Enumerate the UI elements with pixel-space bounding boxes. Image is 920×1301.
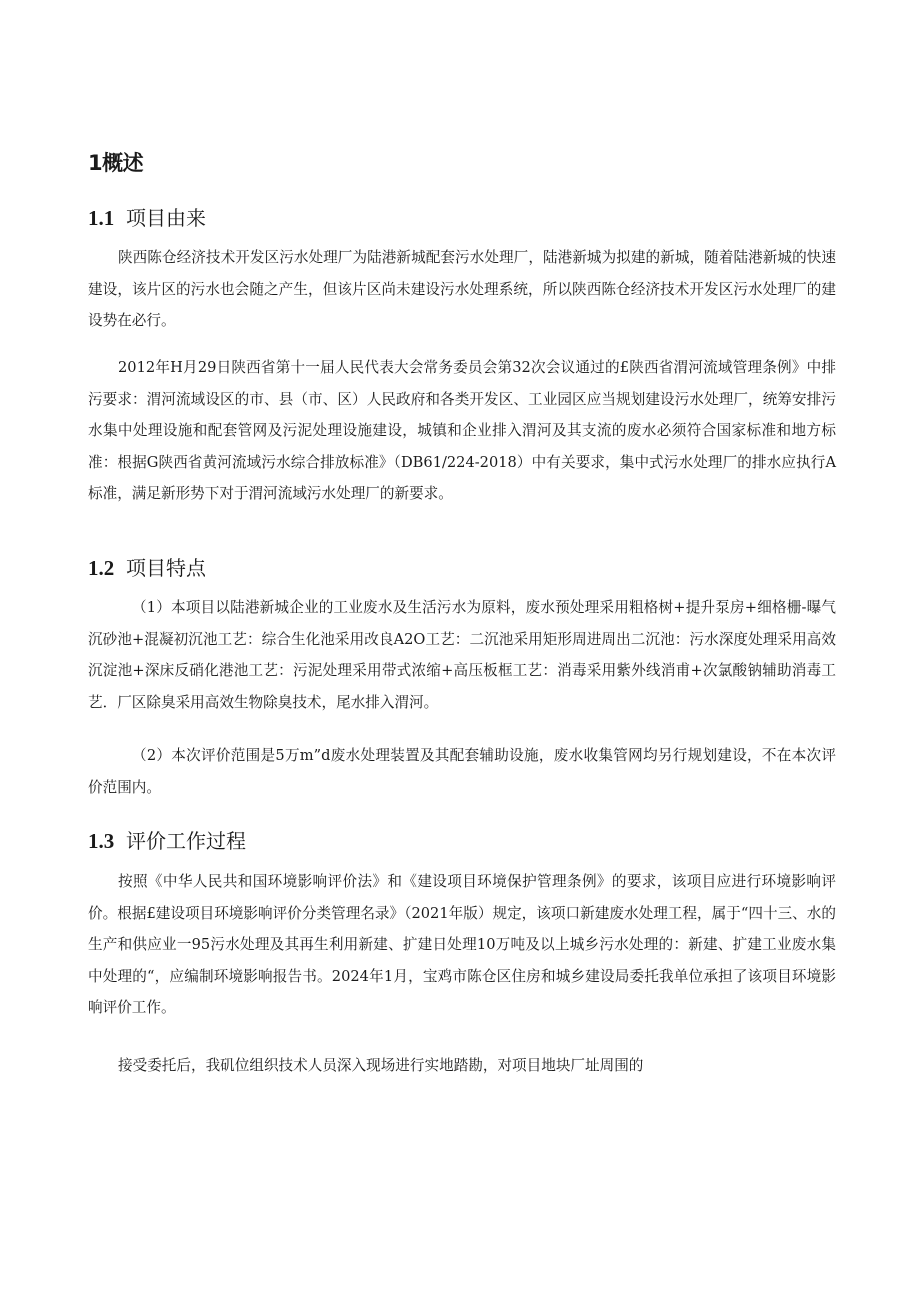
section-heading-1-1 (88, 205, 206, 231)
section-number: 1.1 (88, 206, 115, 230)
paragraph: （1）本项目以陆港新城企业的工业废水及生活污水为原料，废水预处理采用粗格树+提升泵房+细格栅-曝气沉砂池+混凝初沉池工艺：综合生化池采用改良A2O工艺：二沉池采用矩形周进周出二沉池：污水深度处理采用高效沉淀池+深床反硝化港池工艺：污泥处理采用带式浓缩+高压板框工艺：消毒采用紫外线消甫+次氯酸钠辅助消毒工艺．厂区除臭采用高效生物除臭技术，尾水排入渭河。 (88, 599, 836, 711)
paragraph: （2）本次评价范围是5万m”d废水处理装置及其配套辅助设施，废水收集管网均另行规划建设，不在本次评价范围内。 (88, 747, 836, 796)
section-heading-1-2 (88, 555, 206, 581)
section-number: 1.2 (88, 556, 115, 580)
chapter-title: 1概述 (88, 151, 144, 175)
section-title: 评价工作过程 (126, 829, 246, 853)
section-heading-1-3 (88, 828, 246, 854)
paragraph: 2012年H月29日陕西省第十一届人民代表大会常务委员会第32次会议通过的£陕西省渭河流域管理条例》中排污要求：渭河流域设区的市、县（市、区）人民政府和各类开发区、工业园区应当规划建设污水处理厂，统筹安排污水集中处理设施和配套管网及污泥处理设施建设，城镇和企业排入渭河及其支流的废水必须符合国家标准和地方标准：根据G陕西省黄河流域污水综合排放标准》（DB61/224-2018）中有关要求，集中式污水处理厂的排水应执行A标准，满足新形势下对于渭河流域污水处理厂的新要求。 (88, 359, 836, 502)
paragraph: 陕西陈仓经济技术开发区污水处理厂为陆港新城配套污水处理厂，陆港新城为拟建的新城，随着陆港新城的快速建设，该片区的污水也会随之产生，但该片区尚未建设污水处理系统，所以陕西陈仓经济技术开发区污水处理厂的建设势在必行。 (88, 249, 836, 329)
section-number: 1.3 (88, 829, 115, 853)
section-title: 项目由来 (126, 206, 206, 230)
section-title: 项目特点 (126, 556, 206, 580)
paragraph: 按照《中华人民共和国环境影响评价法》和《建设项目环境保护管理条例》的要求，该项目应进行环境影响评价。根据£建设项目环境影响评价分类管理名录》（2021年版）规定，该项口新建废水处理工程，属于“四十三、水的生产和供应业一95污水处理及其再生利用新建、扩建日处理10万吨及以上城乡污水处理的：新建、扩建工业废水集中处理的“，应编制环境影响报告书。2024年1月，宝鸡市陈仓区住房和城乡建设局委托我单位承担了该项目环境影响评价工作。 (88, 873, 836, 1016)
paragraph: 接受委托后，我矶位组织技术人员深入现场进行实地踏勘，对项目地块厂址周围的 (118, 1057, 644, 1074)
